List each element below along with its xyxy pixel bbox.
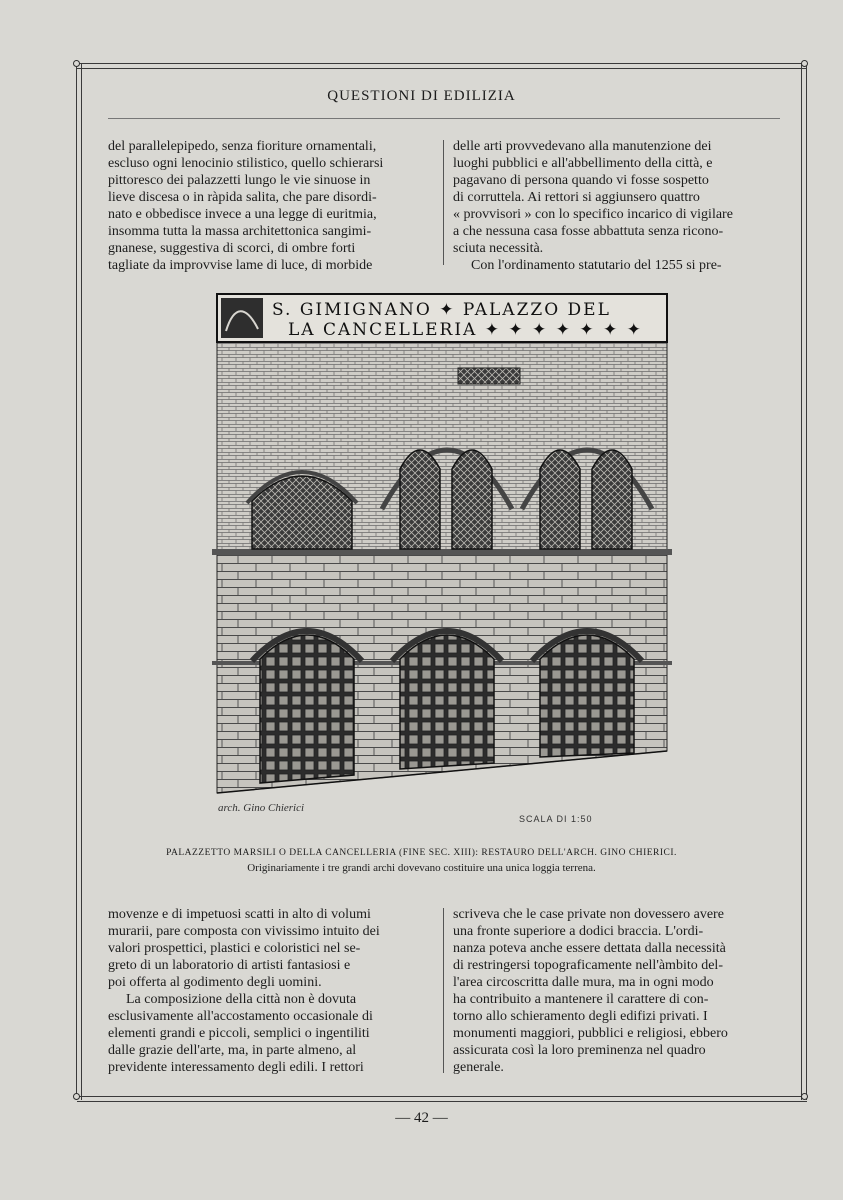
bottom-left-column (108, 906, 434, 1076)
text-line: escluso ogni lenocinio stilistico, quello schierarsi (108, 156, 384, 171)
text-line: scriveva che le case private non dovessero avere (453, 907, 724, 922)
text-line: greto di un laboratorio di artisti fantasiosi e (108, 958, 351, 973)
frame-corner-ornament (801, 60, 808, 67)
top-left-column (108, 138, 434, 274)
page-frame-left (76, 63, 82, 1100)
text-line: nanza poteva anche essere dettata dalla necessità (453, 941, 726, 956)
paragraph-start: Con l'ordinamento statutario del 1255 si pre- (471, 258, 722, 273)
text-line: « provvisori » con lo specifico incarico di vigilare (453, 207, 733, 222)
page-number: — 42 — (395, 1110, 448, 1126)
text-line: La composizione della città non è dovuta (126, 992, 357, 1007)
text-line: nato e obbedisce invece a una legge di euritmia, (108, 207, 377, 222)
text-line: lieve discesa o in ràpida salita, che pare disordi- (108, 190, 377, 205)
text-line: delle arti provvedevano alla manutenzione dei (453, 139, 712, 154)
text-line: sciuta necessità. (453, 241, 544, 256)
banner-line-2: LA CANCELLERIA ✦ ✦ ✦ ✦ ✦ ✦ ✦ (288, 320, 643, 340)
facade-drawing (212, 291, 672, 811)
text-line: dalle grazie dell'arte, ma, in parte almeno, al (108, 1043, 357, 1058)
text-line: valori prospettici, plastici e coloristici nel se- (108, 941, 361, 956)
page-frame-bottom (77, 1096, 807, 1102)
text-line: tagliate da improvvise lame di luce, di morbide (108, 258, 373, 273)
text-line: torno allo schieramento degli edifizi privati. I (453, 1009, 708, 1024)
text-line: movenze e di impetuosi scatti in alto di volumi (108, 907, 371, 922)
top-right-column (453, 138, 781, 274)
scale-label: SCALA DI 1:50 (519, 814, 593, 824)
frame-corner-ornament (73, 60, 80, 67)
page-frame-top (77, 63, 807, 69)
text-line: elementi grandi e piccoli, semplici o ingentiliti (108, 1026, 370, 1041)
text-line: poi offerta al godimento degli uomini. (108, 975, 322, 990)
text-line: di corruttela. Ai rettori si aggiunsero quattro (453, 190, 700, 205)
text-line: una fronte superiore a dodici braccia. L'ordi- (453, 924, 704, 939)
architect-signature: arch. Gino Chierici (218, 802, 305, 814)
text-line: insomma tutta la massa architettonica sangimi- (108, 224, 372, 239)
page-frame-right (801, 63, 807, 1100)
figure-caption-title: PALAZZETTO MARSILI O DELLA CANCELLERIA (FINE SEC. XIII): RESTAURO DELL'ARCH. GINO CHIERICI. (166, 848, 677, 858)
text-line: murarii, pare composta con vivissimo intuito dei (108, 924, 380, 939)
text-line: luoghi pubblici e all'abbellimento della città, e (453, 156, 713, 171)
header-rule (108, 118, 780, 119)
facade-illustration (212, 291, 672, 811)
frame-corner-ornament (801, 1093, 808, 1100)
text-line: gnanese, suggestiva di scorci, di ombre forti (108, 241, 356, 256)
running-header: QUESTIONI DI EDILIZIA (327, 88, 516, 104)
text-line: assicurata così la loro preminenza nel quadro (453, 1043, 706, 1058)
text-line: monumenti maggiori, pubblici e religiosi, ebbero (453, 1026, 728, 1041)
text-line: di restringersi topograficamente nell'àmbito del- (453, 958, 723, 973)
text-line: ha contribuito a mantenere il carattere di con- (453, 992, 709, 1007)
text-line: del parallelepipedo, senza fioriture ornamentali, (108, 139, 377, 154)
text-line: esclusivamente all'accostamento occasionale di (108, 1009, 373, 1024)
banner-line-1: S. GIMIGNANO ✦ PALAZZO DEL (272, 300, 611, 320)
column-divider (443, 908, 444, 1073)
text-line: pagavano di persona quando vi fosse sospetto (453, 173, 709, 188)
text-line: a che nessuna casa fosse abbattuta senza ricono- (453, 224, 724, 239)
text-line: previdente interessamento degli edili. I rettori (108, 1060, 364, 1075)
text-line: l'area circoscritta dalle mura, ma in ogni modo (453, 975, 714, 990)
figure-caption-note: Originariamente i tre grandi archi dovevano costituire una unica loggia terrena. (247, 862, 596, 874)
text-line: pittoresco dei palazzetti lungo le vie sinuose in (108, 173, 371, 188)
text-line: generale. (453, 1060, 504, 1075)
column-divider (443, 140, 444, 265)
bottom-right-column (453, 906, 781, 1076)
frame-corner-ornament (73, 1093, 80, 1100)
